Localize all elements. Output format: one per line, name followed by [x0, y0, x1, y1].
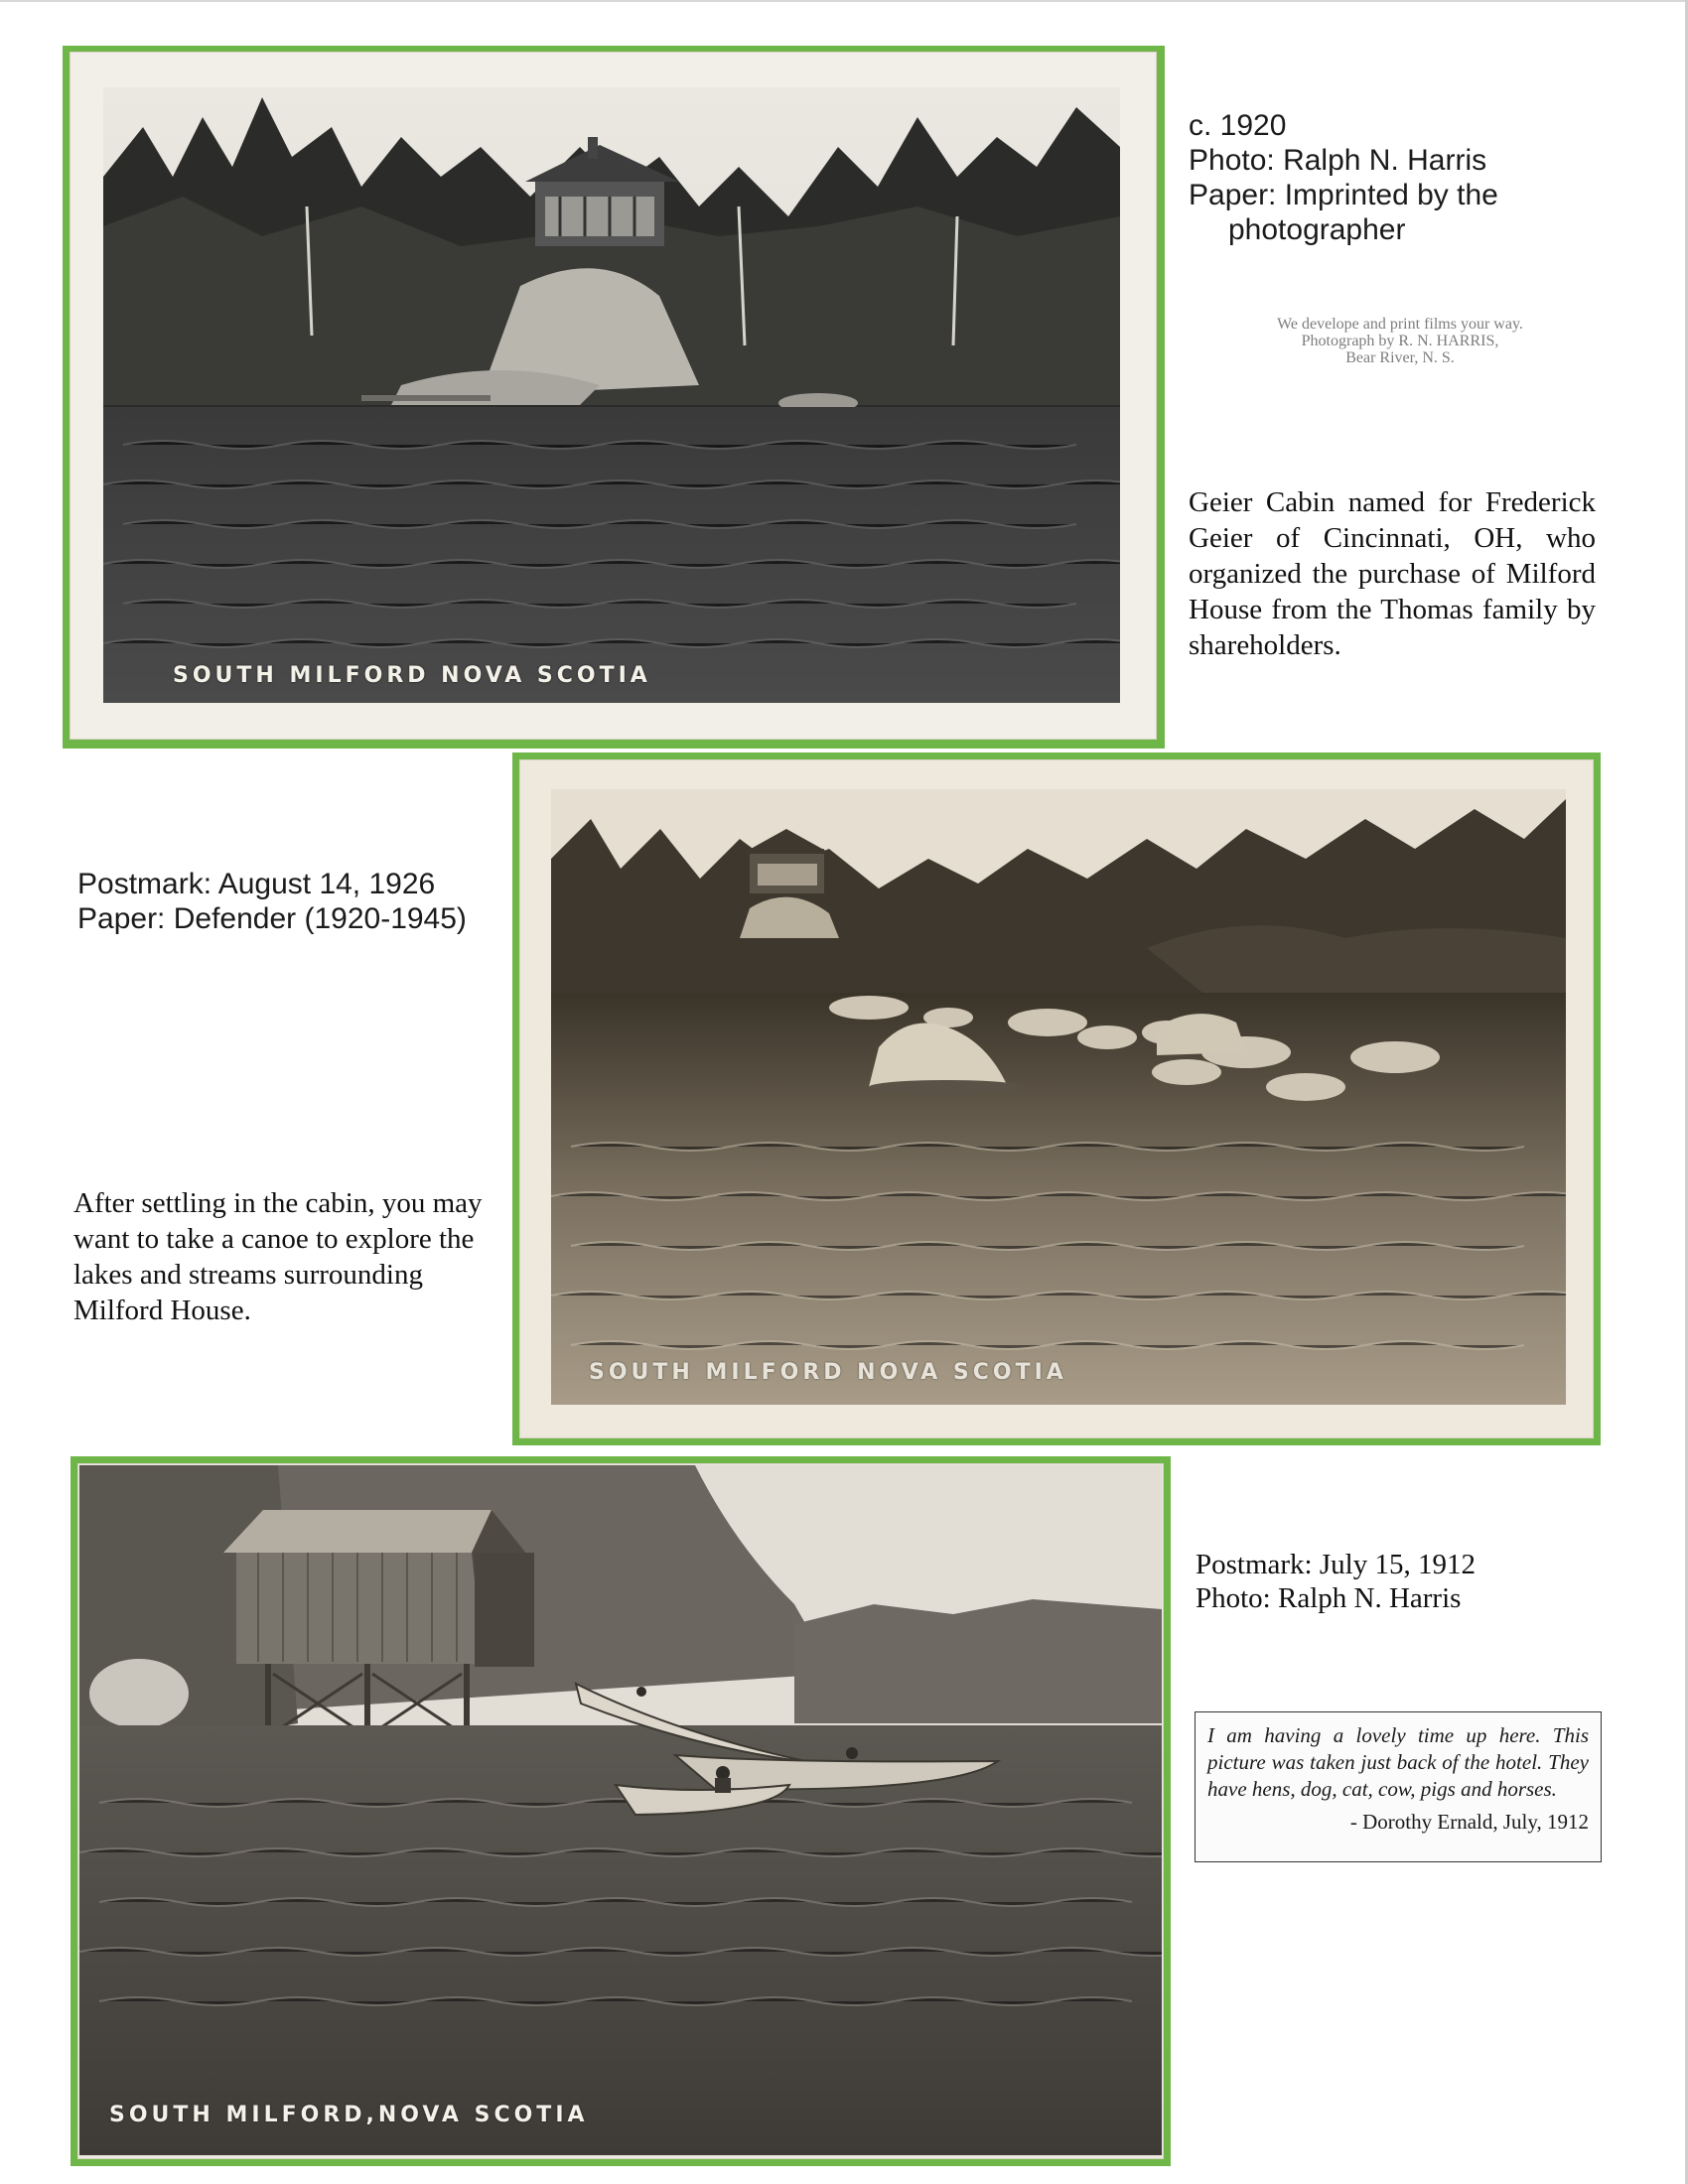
card1-paper: Paper: Imprinted by the — [1189, 179, 1498, 211]
postcard-1-caption: SOUTH MILFORD NOVA SCOTIA — [173, 663, 651, 688]
postcard-1-photo — [103, 87, 1120, 703]
postcard-message: I am having a lovely time up here. This picture was taken just back of the hotel. They have hens, dog, cat, cow, pigs and horses. — [1207, 1723, 1589, 1801]
postcard-message-signature: - Dorothy Ernald, July, 1912 — [1349, 1810, 1589, 1834]
imprint-line-3: Bear River, N. S. — [1345, 349, 1455, 366]
card3-photographer: Photo: Ralph N. Harris — [1196, 1582, 1462, 1614]
postcard-3-photo — [79, 1465, 1162, 2155]
card1-paper-continued: photographer — [1228, 213, 1406, 246]
card2-postmark: Postmark: August 14, 1926 — [77, 868, 436, 900]
card1-description: Geier Cabin named for Frederick Geier of Cincinnati, OH, who organized the purchase of Milford House from the Thomas family by shareholders. — [1189, 486, 1596, 661]
postcard-3-caption: SOUTH MILFORD,NOVA SCOTIA — [109, 2103, 589, 2127]
postcard-2-caption: SOUTH MILFORD NOVA SCOTIA — [589, 1360, 1067, 1385]
card1-photographer: Photo: Ralph N. Harris — [1189, 144, 1487, 177]
photographer-imprint-stamp — [1221, 316, 1579, 366]
card2-description: After settling in the cabin, you may want to take a canoe to explore the lakes and streams surrounding Milford House. — [73, 1187, 483, 1326]
imprint-line-1: We develope and print films your way. — [1277, 316, 1523, 333]
card2-paper: Paper: Defender (1920-1945) — [77, 902, 467, 935]
postcard-2-photo — [551, 789, 1566, 1405]
postcard-message-box — [1195, 1711, 1602, 1862]
imprint-line-2: Photograph by R. N. HARRIS, — [1301, 333, 1499, 349]
page-top-border — [0, 0, 1688, 2]
card3-postmark: Postmark: July 15, 1912 — [1196, 1549, 1476, 1580]
card1-date: c. 1920 — [1189, 109, 1287, 142]
